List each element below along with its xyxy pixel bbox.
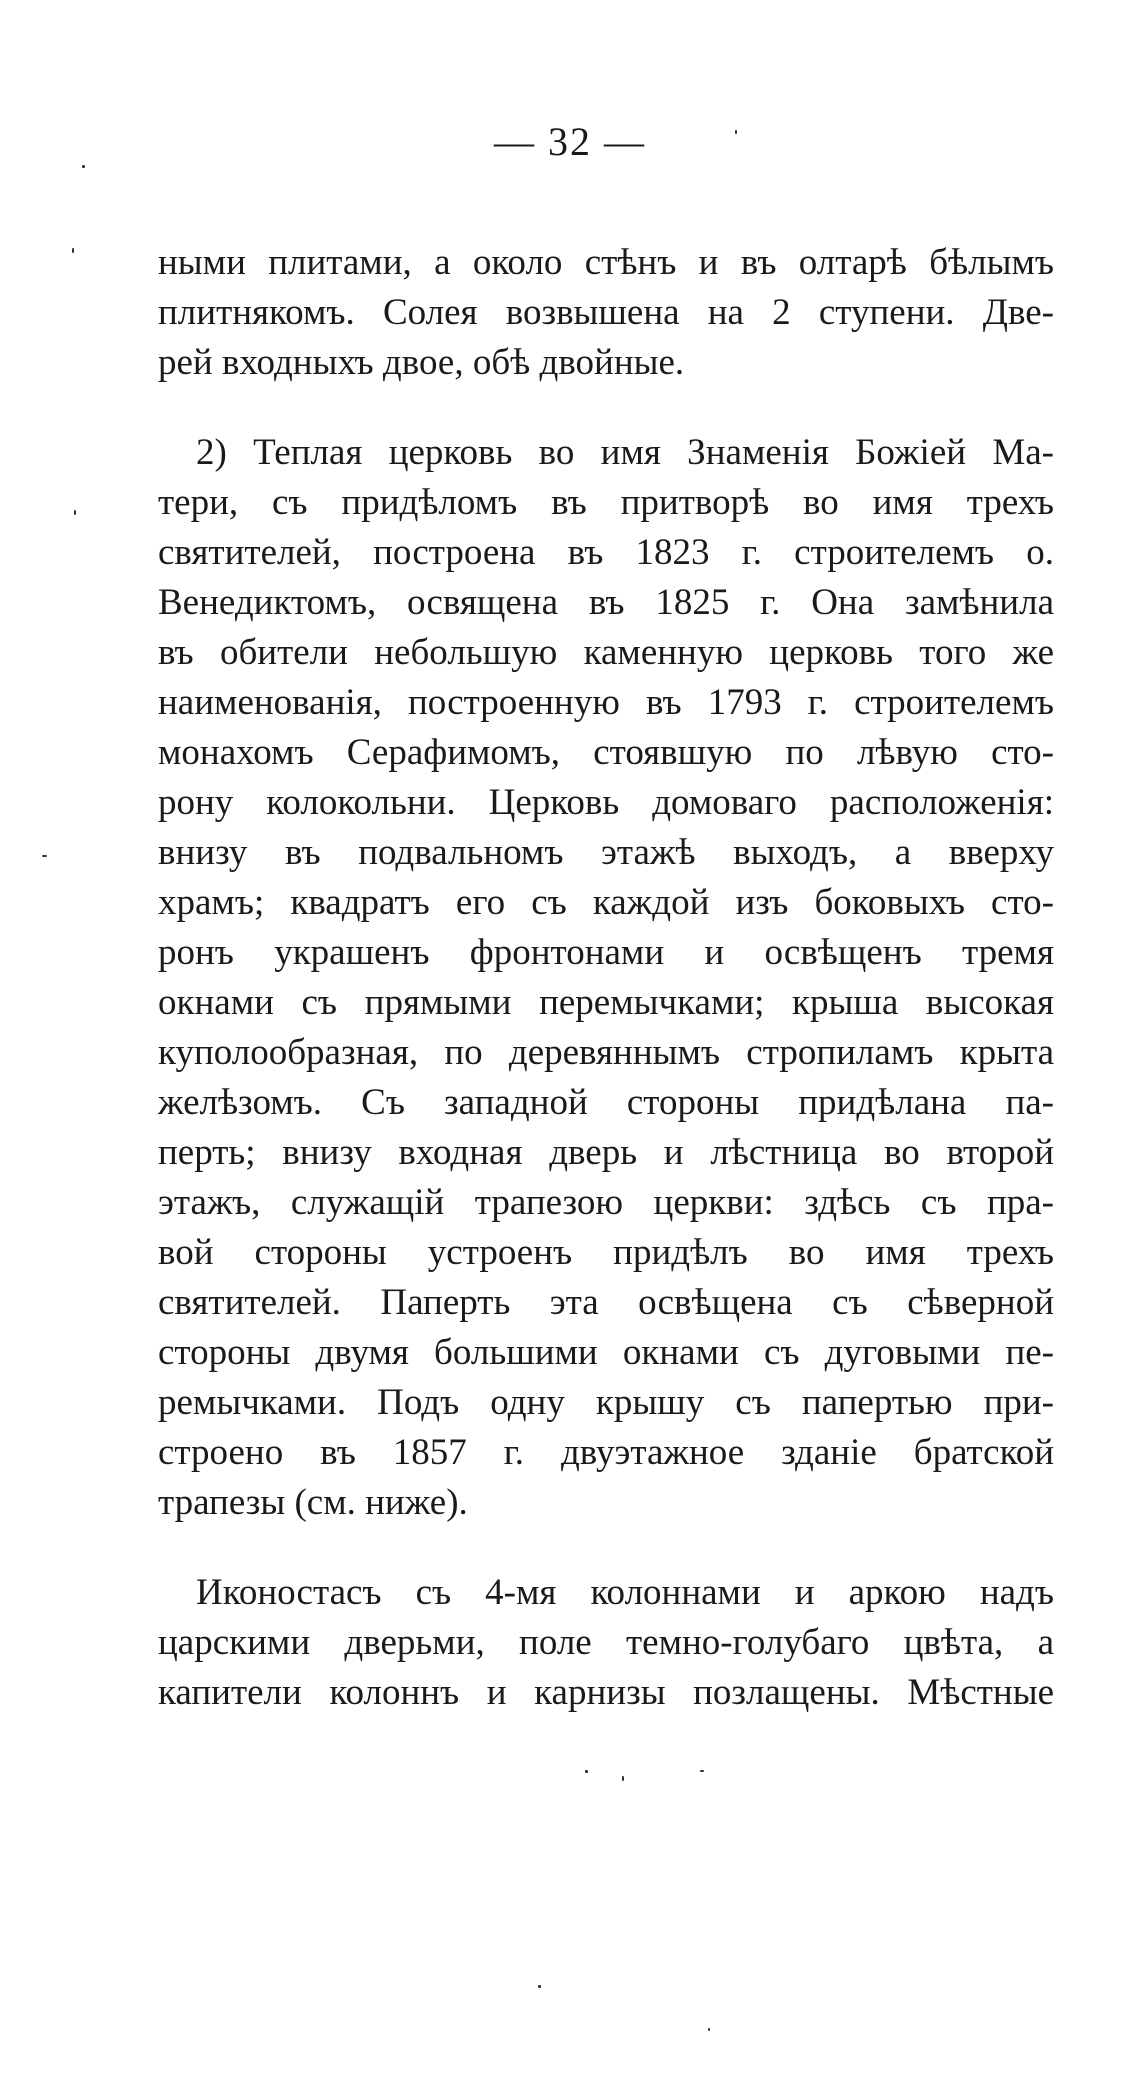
- scan-speck: [74, 510, 76, 515]
- scan-speck: [42, 855, 47, 857]
- text-line: Иконостасъ съ 4-мя колоннами и аркою надъ: [196, 1572, 1054, 1613]
- text-line: капители колоннъ и карнизы позлащены. Мѣстные: [158, 1672, 1054, 1713]
- text-line: рей входныхъ двое, обѣ двойные.: [158, 342, 685, 383]
- text-line: царскими дверьми, поле темно-голубаго цвѣта, а: [158, 1622, 1054, 1663]
- text-line: ными плитами, а около стѣнъ и въ олтарѣ бѣлымъ: [158, 242, 1054, 283]
- text-line: святителей, построена въ 1823 г. строителемъ о.: [158, 532, 1054, 573]
- text-line: желѣзомъ. Съ западной стороны придѣлана па-: [158, 1082, 1054, 1123]
- text-line: этажъ, служащій трапезою церкви: здѣсь съ пра-: [158, 1182, 1054, 1223]
- text-line: монахомъ Серафимомъ, стоявшую по лѣвую сто-: [158, 732, 1054, 773]
- text-line: куполообразная, по деревяннымъ стропиламъ крыта: [158, 1032, 1054, 1073]
- text-line: трапезы (см. ниже).: [158, 1482, 468, 1523]
- scan-speck: [82, 165, 85, 168]
- text-line: внизу въ подвальномъ этажѣ выходъ, а вверху: [158, 832, 1054, 873]
- text-line: плитнякомъ. Солея возвышена на 2 ступени. Две-: [158, 292, 1054, 333]
- scan-speck: [708, 2028, 710, 2031]
- text-line: ремычками. Подъ одну крышу съ папертью при-: [158, 1382, 1054, 1423]
- text-line: перть; внизу входная дверь и лѣстница во второй: [158, 1132, 1054, 1173]
- text-line: окнами съ прямыми перемычками; крыша высокая: [158, 982, 1054, 1023]
- text-line: тери, съ придѣломъ въ притворѣ во имя трехъ: [158, 482, 1054, 523]
- text-line: храмъ; квадратъ его съ каждой изъ боковыхъ сто-: [158, 882, 1054, 923]
- text-line: стороны двумя большими окнами съ дуговыми пе-: [158, 1332, 1054, 1373]
- scan-speck: [622, 1776, 624, 1781]
- page-number: — 32 —: [494, 119, 646, 164]
- text-line: строено въ 1857 г. двуэтажное зданіе братской: [158, 1432, 1054, 1473]
- scan-speck: [700, 1770, 704, 1772]
- scan-speck: [735, 130, 737, 134]
- text-line: рону колокольни. Церковь домоваго расположенія:: [158, 782, 1054, 823]
- text-line: 2) Теплая церковь во имя Знаменія Божіей Ма-: [196, 432, 1054, 473]
- text-line: въ обители небольшую каменную церковь того же: [158, 632, 1054, 673]
- text-line: Венедиктомъ, освящена въ 1825 г. Она замѣнила: [158, 582, 1054, 623]
- scan-speck: [585, 1770, 588, 1773]
- scan-speck: [72, 248, 74, 253]
- text-line: вой стороны устроенъ придѣлъ во имя трехъ: [158, 1232, 1054, 1273]
- text-line: святителей. Паперть эта освѣщена съ сѣверной: [158, 1282, 1054, 1323]
- text-line: наименованія, построенную въ 1793 г. строителемъ: [158, 682, 1054, 723]
- text-line: ронъ украшенъ фронтонами и освѣщенъ тремя: [158, 932, 1054, 973]
- scan-speck: [538, 1985, 541, 1988]
